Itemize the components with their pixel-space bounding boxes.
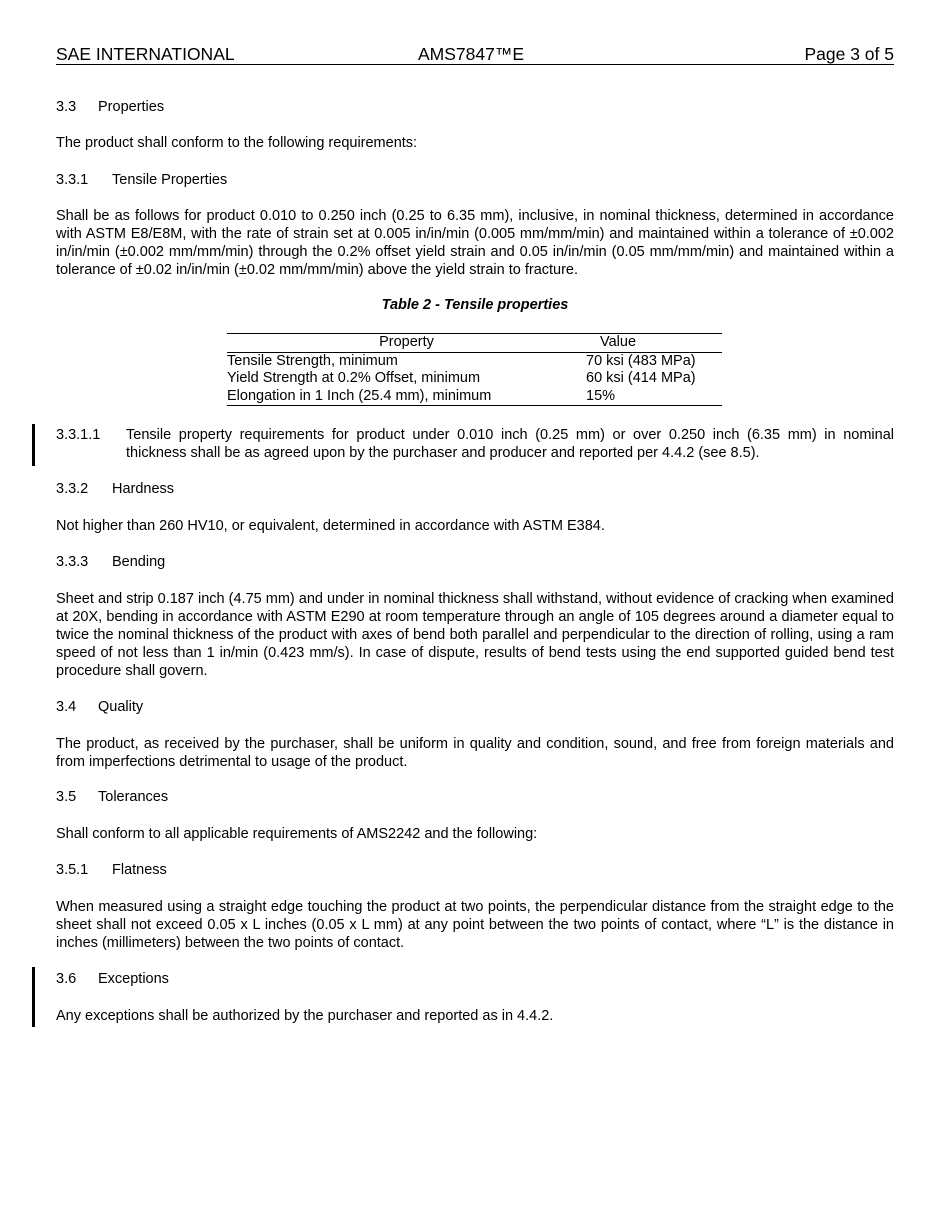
tensile-properties-table [227, 333, 722, 406]
header-document-number: AMS7847™E [418, 44, 525, 64]
section-title: Quality [98, 699, 144, 715]
section-3-4-text: The product, as received by the purchaser, shall be uniform in quality and condition, sound, and free from foreign materials and from imperfections detrimental to usage of the product. [56, 736, 894, 770]
column-header-property: Property [379, 334, 434, 350]
section-number: 3.4 [56, 699, 77, 715]
section-title: Bending [112, 554, 166, 570]
section-title: Tolerances [98, 789, 169, 805]
section-3-6-heading [56, 970, 894, 988]
section-3-5-1-heading [56, 861, 894, 879]
page-header [56, 44, 894, 65]
section-3-3-heading [56, 98, 894, 116]
table-cell-property: Yield Strength at 0.2% Offset, minimum [227, 370, 481, 386]
section-number: 3.3.1 [56, 172, 89, 188]
table-header-row [227, 334, 722, 353]
header-organization: SAE INTERNATIONAL [56, 44, 235, 64]
table-cell-property: Elongation in 1 Inch (25.4 mm), minimum [227, 387, 492, 404]
section-number: 3.3.2 [56, 481, 89, 497]
section-3-3-1-1-text: Tensile property requirements for product under 0.010 inch (0.25 mm) or over 0.250 inch (6.35 mm) in nominal thickness shall be as agreed upon by the purchaser and producer and reported per 4.4.2 (see 8.5). [126, 427, 894, 461]
column-header-value: Value [600, 334, 637, 350]
table-cell-value: 15% [586, 387, 616, 404]
section-title: Exceptions [98, 971, 169, 987]
section-number: 3.3.3 [56, 554, 89, 570]
section-number: 3.5.1 [56, 862, 89, 878]
section-3-3-1-1 [56, 426, 894, 462]
header-page-number: Page 3 of 5 [804, 44, 894, 64]
revision-change-bar [32, 967, 35, 1027]
section-title: Tensile Properties [112, 172, 228, 188]
section-3-3-intro: The product shall conform to the following requirements: [56, 135, 418, 151]
section-3-5-text: Shall conform to all applicable requirements of AMS2242 and the following: [56, 826, 538, 842]
section-3-3-1-text: Shall be as follows for product 0.010 to 0.250 inch (0.25 to 6.35 mm), inclusive, in nominal thickness, determined in accordance with ASTM E8/E8M, with the rate of strain set at 0.005 in/in/min (0.005 mm/mm/min) and maintained within a tolerance of ±0.002 in/in/min (±0.002 mm/mm/min) through the 0.2% offset yield strain and 0.05 in/in/min (0.05 mm/mm/min) and maintained within a tolerance of ±0.02 in/in/min (±0.02 mm/mm/min) above the yield strain to fracture. [56, 208, 894, 278]
section-3-6-text: Any exceptions shall be authorized by the purchaser and reported as in 4.4.2. [56, 1008, 554, 1024]
section-3-4-heading [56, 698, 894, 716]
revision-change-bar [32, 424, 35, 466]
table-cell-value: 60 ksi (414 MPa) [586, 370, 696, 386]
section-title: Hardness [112, 481, 175, 497]
section-3-3-1-heading [56, 171, 894, 189]
table-caption: Table 2 - Tensile properties [381, 297, 569, 313]
table-cell-property: Tensile Strength, minimum [227, 352, 398, 369]
table-row [227, 352, 722, 370]
section-3-3-3-heading [56, 553, 894, 571]
table-cell-value: 70 ksi (483 MPa) [586, 352, 696, 369]
section-title: Properties [98, 99, 165, 115]
section-3-3-2-heading [56, 480, 894, 498]
section-3-5-heading [56, 788, 894, 806]
section-3-3-2-text: Not higher than 260 HV10, or equivalent, determined in accordance with ASTM E384. [56, 518, 605, 534]
table-row [227, 388, 722, 406]
section-number: 3.6 [56, 971, 77, 987]
section-3-3-3-text: Sheet and strip 0.187 inch (4.75 mm) and under in nominal thickness shall withstand, without evidence of cracking when examined at 20X, bending in accordance with ASTM E290 at room temperature through an angle of 105 degrees around a diameter equal to twice the nominal thickness of the product with axes of bend both parallel and perpendicular to the direction of rolling, using a ram speed of not less than 1 in/min (0.423 mm/s). In case of dispute, results of bend tests using the end supported guided bend test procedure shall govern. [56, 591, 894, 679]
section-number: 3.5 [56, 789, 77, 805]
section-title: Flatness [112, 862, 167, 878]
table-row [227, 370, 722, 388]
section-number: 3.3 [56, 99, 77, 115]
section-3-5-1-text: When measured using a straight edge touching the product at two points, the perpendicular distance from the straight edge to the sheet shall not exceed 0.05 x L inches (0.05 x L mm) at any point between the two points of contact, where “L” is the distance in inches (millimeters) between the two points of contact. [56, 899, 894, 951]
section-number: 3.3.1.1 [56, 427, 101, 443]
